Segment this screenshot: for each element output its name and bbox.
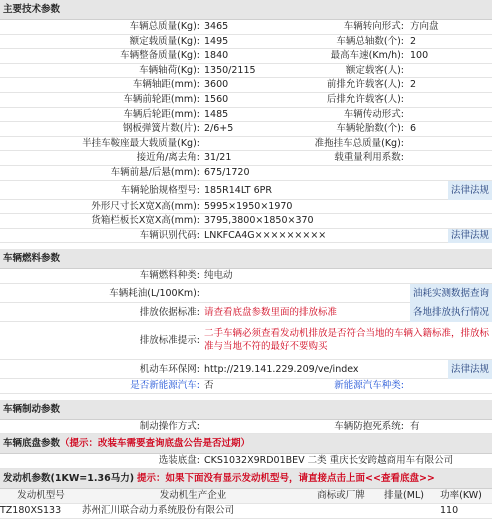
engine-col-model: 发动机型号 <box>0 489 82 504</box>
spec-row <box>0 108 492 123</box>
spec-row <box>0 420 492 435</box>
spec-row <box>0 78 492 93</box>
spec-row <box>0 322 492 360</box>
curb-mass-label: 车辆整备质量(Kg): <box>120 50 200 62</box>
axles-value: 2 <box>410 35 417 47</box>
rear-track-label: 车辆后轮距(mm): <box>123 108 200 120</box>
spec-row <box>0 229 492 244</box>
section-header-tech: 主要技术参数 <box>0 0 492 20</box>
front-track-value: 1560 <box>204 93 229 105</box>
fuel-type-value: 纯电动 <box>204 270 233 282</box>
front-track-label: 车辆前轮距(mm): <box>123 93 200 105</box>
curb-mass-value: 1840 <box>204 50 229 62</box>
engine-title: 发动机参数(1KW=1.36马力) <box>3 472 135 484</box>
rear-row-label: 后排允许载客(人): <box>326 93 404 105</box>
overhang-value: 675/1720 <box>204 166 250 178</box>
angle-label: 接近角/离去角: <box>136 152 200 164</box>
total-mass-value: 3465 <box>204 21 229 32</box>
section-header-chassis <box>0 434 492 454</box>
section-header-brake: 车辆制动参数 <box>0 400 492 420</box>
vin-label: 车辆识别代码: <box>139 229 200 241</box>
spec-row <box>0 303 492 322</box>
engine-table <box>0 489 492 519</box>
steering-value: 方向盘 <box>410 21 439 32</box>
abs-value: 有 <box>410 420 420 432</box>
semi-mass-label: 半挂车鞍座最大载质量(Kg): <box>82 137 200 149</box>
engine-col-displacement: 排量(ML) <box>378 489 430 504</box>
front-row-value: 2 <box>410 79 417 91</box>
engine-maker: 苏州汇川联合动力系统股份有限公司 <box>82 504 304 519</box>
engine-col-brand: 商标或厂牌 <box>304 489 378 504</box>
spec-row <box>0 284 492 303</box>
vin-value: LNKFCA4G××××××××× <box>204 229 327 241</box>
overhang-label: 车辆前悬/后悬(mm): <box>110 166 200 178</box>
util-label: 载重量利用系数: <box>334 152 404 164</box>
spring-label: 钢板弹簧片数(片): <box>122 123 200 135</box>
spec-row <box>0 93 492 108</box>
law-button-vin[interactable]: 法律法规 <box>448 229 492 243</box>
engine-col-maker: 发动机生产企业 <box>82 489 304 504</box>
spec-row <box>0 181 492 200</box>
axles-label: 车辆总轴数(个): <box>336 35 404 47</box>
nev-value: 否 <box>204 379 214 391</box>
fuel-type-label: 车辆燃料种类: <box>139 270 200 282</box>
spec-row <box>0 360 492 379</box>
angle-value: 31/21 <box>204 152 232 164</box>
spec-row <box>0 20 492 35</box>
chassis-chosen-label: 选装底盘: <box>158 455 200 467</box>
spec-row <box>0 379 492 394</box>
oil-test-button[interactable]: 油耗实测数据查询 <box>410 284 492 303</box>
max-speed-value: 100 <box>410 50 429 62</box>
front-row-label: 前排允许载客(人): <box>326 79 404 91</box>
tires-value: 6 <box>410 123 417 135</box>
engine-note: 提示：如果下面没有显示发动机型号，请直接点击上面<<查看底盘>> <box>137 472 435 484</box>
nev-type-label: 新能源汽车种类: <box>334 379 404 391</box>
rated-load-label: 额定载质量(Kg): <box>129 35 200 47</box>
consumption-label: 车辆耗油(L/100Km): <box>109 287 200 299</box>
chassis-chosen-link[interactable]: CKS1032X9RD01BEV 二类 重庆长安跨越商用车有限公司 <box>204 455 454 467</box>
table-row <box>0 504 492 519</box>
brake-operation-label: 制动操作方式: <box>139 420 200 432</box>
law-button-tire[interactable]: 法律法规 <box>448 181 492 200</box>
wheelbase-label: 车辆轴距(mm): <box>132 79 200 91</box>
rear-track-value: 1485 <box>204 108 229 120</box>
total-mass-label: 车辆总质量(Kg): <box>129 21 200 32</box>
spec-row <box>0 214 492 229</box>
spec-row <box>0 200 492 215</box>
env-site-link[interactable]: http://219.141.229.209/ve/index <box>204 363 359 375</box>
wheelbase-value: 3600 <box>204 79 229 91</box>
nev-label: 是否新能源汽车: <box>130 379 200 391</box>
emission-execution-button[interactable]: 各地排放执行情况 <box>410 303 492 322</box>
spring-value: 2/6+5 <box>204 123 234 135</box>
spec-row <box>0 64 492 79</box>
rated-pass-label: 额定载客(人): <box>345 64 404 76</box>
emission-tip-label: 排放标准提示: <box>139 334 200 346</box>
chassis-note: （提示：改装车需要查询底盘公告是否过期） <box>60 438 251 450</box>
spec-row <box>0 35 492 50</box>
drive-label: 车辆传动形式: <box>343 108 404 120</box>
law-button-env[interactable]: 法律法规 <box>448 360 492 379</box>
spec-row <box>0 454 492 469</box>
abs-label: 车辆防抱死系统: <box>334 420 404 432</box>
cargo-dim-value: 3795,3800×1850×370 <box>204 215 314 227</box>
spec-row <box>0 49 492 64</box>
outer-dim-value: 5995×1950×1970 <box>204 200 293 212</box>
outer-dim-label: 外形尺寸长X宽X高(mm): <box>91 200 200 212</box>
axle-load-value: 1350/2115 <box>204 64 256 76</box>
emission-tip-value: 二手车辆必须查看发动机排放是否符合当地的车辆入籍标准，排放标准与当地不符的最好不要购买 <box>204 327 490 352</box>
spec-row <box>0 122 492 137</box>
tire-spec-label: 车辆轮胎规格型号: <box>120 184 200 196</box>
engine-brand <box>304 504 378 519</box>
env-site-label: 机动车环保网: <box>139 363 200 375</box>
spec-row <box>0 269 492 284</box>
emission-label: 排放依据标准: <box>139 306 200 318</box>
engine-model-link[interactable]: TZ180XS133 <box>0 504 82 519</box>
engine-displacement <box>378 504 430 519</box>
section-header-fuel: 车辆燃料参数 <box>0 249 492 269</box>
rated-load-value: 1495 <box>204 35 229 47</box>
tires-label: 车辆轮胎数(个): <box>336 123 404 135</box>
cargo-dim-label: 货箱栏板长X宽X高(mm): <box>91 215 200 227</box>
chassis-title: 车辆底盘参数 <box>3 438 61 450</box>
emission-value: 请查看底盘参数里面的排放标准 <box>204 306 338 318</box>
max-speed-label: 最高车速(Km/h): <box>330 50 404 62</box>
engine-col-power: 功率(KW) <box>430 489 492 504</box>
section-header-engine <box>0 469 492 489</box>
steering-label: 车辆转向形式: <box>343 21 404 32</box>
engine-power: 110 <box>430 504 492 519</box>
tire-spec-value: 185R14LT 6PR <box>204 184 273 196</box>
traction-label: 准拖挂车总质量(Kg): <box>314 137 404 149</box>
spec-row <box>0 137 492 152</box>
axle-load-label: 车辆轴荷(Kg): <box>139 64 200 76</box>
spec-row <box>0 151 492 166</box>
spec-row <box>0 166 492 181</box>
engine-table-header <box>0 489 492 504</box>
